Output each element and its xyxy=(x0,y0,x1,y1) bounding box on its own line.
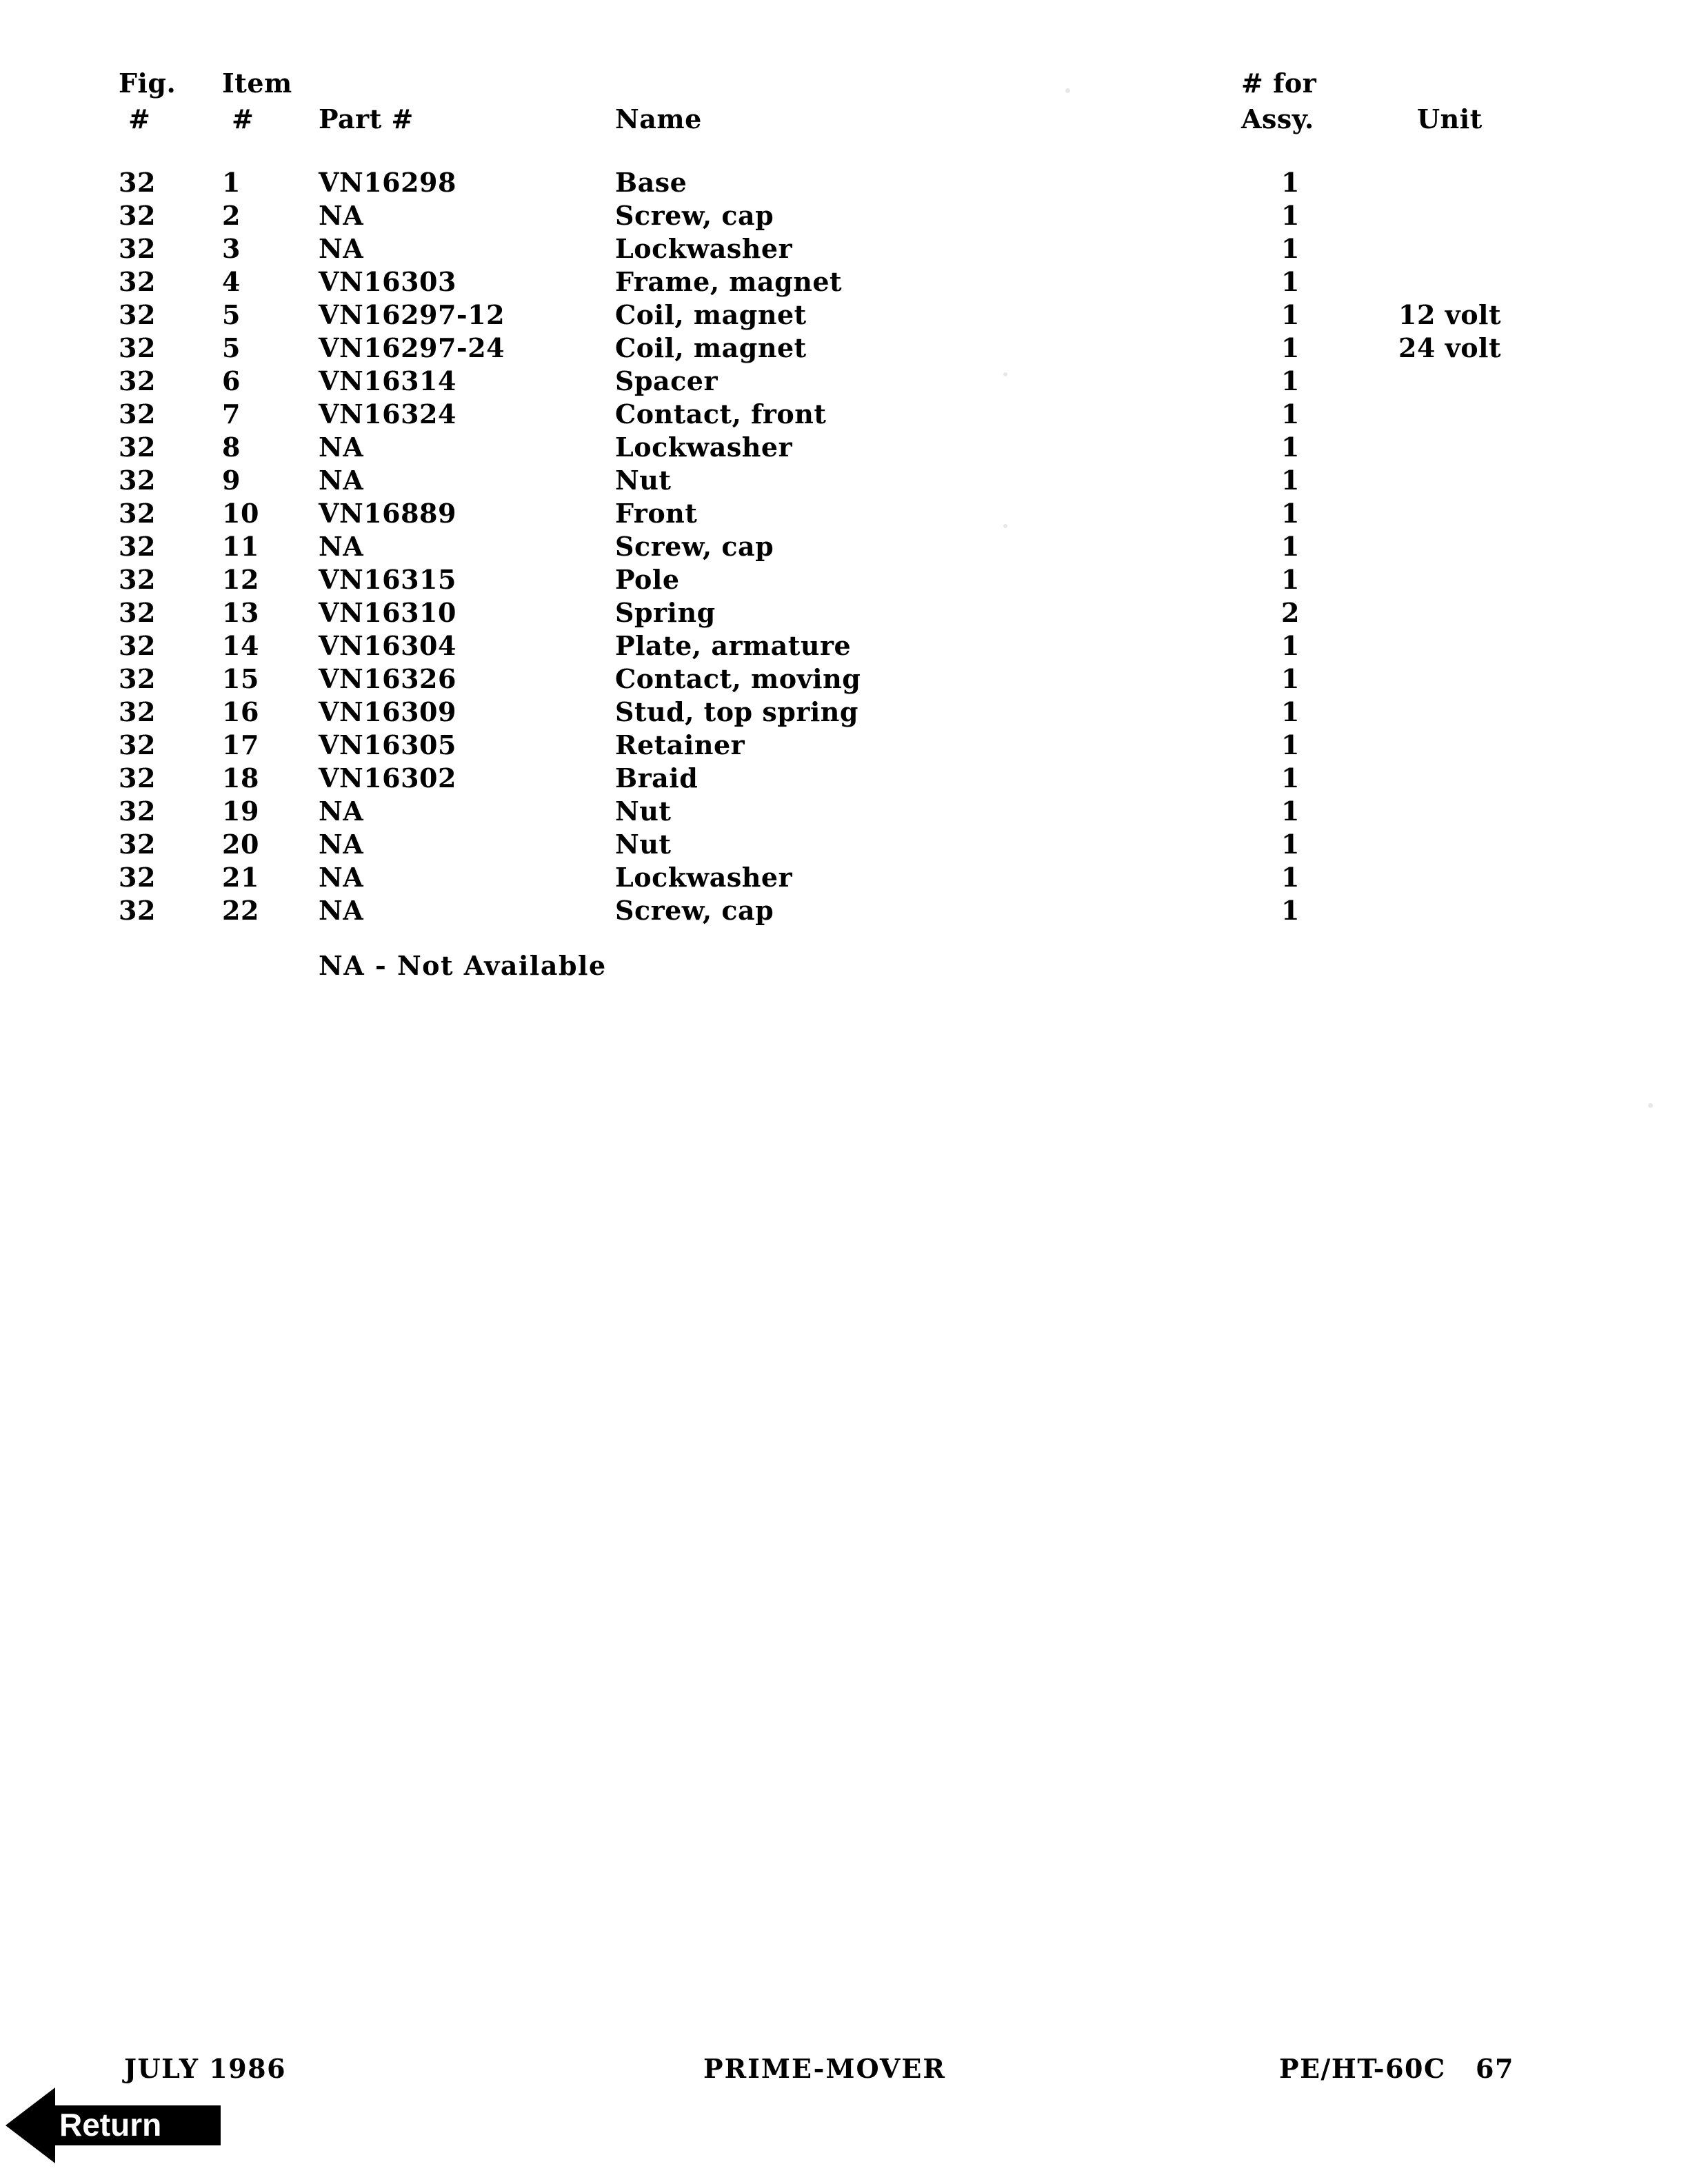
cell-qty-for-assy: 1 xyxy=(1281,299,1300,330)
cell-unit: 12 volt xyxy=(1398,299,1502,330)
table-row xyxy=(0,299,1688,332)
table-row xyxy=(0,498,1688,531)
cell-item-number: 4 xyxy=(222,266,241,297)
cell-qty-for-assy: 1 xyxy=(1281,762,1300,793)
table-row xyxy=(0,233,1688,266)
footer-document-code: PE/HT-60C xyxy=(1279,2053,1446,2084)
cell-qty-for-assy: 1 xyxy=(1281,167,1300,198)
cell-part-number: VN16305 xyxy=(319,729,456,760)
cell-item-number: 11 xyxy=(222,531,259,562)
cell-qty-for-assy: 1 xyxy=(1281,465,1300,496)
header-assy-line1: # for xyxy=(1241,68,1317,99)
table-row xyxy=(0,531,1688,564)
cell-fig-number: 32 xyxy=(119,531,156,562)
footer-page-number: 67 xyxy=(1476,2053,1514,2084)
cell-part-name: Braid xyxy=(615,762,699,793)
cell-part-name: Screw, cap xyxy=(615,895,774,926)
cell-part-number: VN16297-12 xyxy=(319,299,505,330)
cell-part-number: NA xyxy=(319,531,364,562)
table-row xyxy=(0,696,1688,729)
table-row xyxy=(0,465,1688,498)
table-row xyxy=(0,796,1688,829)
cell-qty-for-assy: 1 xyxy=(1281,200,1300,231)
cell-part-number: NA xyxy=(319,200,364,231)
cell-item-number: 20 xyxy=(222,829,259,860)
cell-part-name: Front xyxy=(615,498,698,529)
cell-part-name: Spacer xyxy=(615,365,718,396)
cell-part-number: VN16315 xyxy=(319,564,456,595)
table-row xyxy=(0,895,1688,928)
cell-fig-number: 32 xyxy=(119,862,156,893)
cell-fig-number: 32 xyxy=(119,498,156,529)
cell-fig-number: 32 xyxy=(119,365,156,396)
cell-part-name: Retainer xyxy=(615,729,745,760)
cell-part-number: VN16297-24 xyxy=(319,332,505,363)
scan-artifact xyxy=(1648,1103,1653,1108)
cell-fig-number: 32 xyxy=(119,167,156,198)
cell-item-number: 7 xyxy=(222,398,241,429)
cell-qty-for-assy: 1 xyxy=(1281,332,1300,363)
table-row xyxy=(0,266,1688,299)
cell-part-name: Stud, top spring xyxy=(615,696,858,727)
cell-part-name: Contact, front xyxy=(615,398,827,429)
page-footer xyxy=(0,2051,1688,2092)
cell-qty-for-assy: 1 xyxy=(1281,829,1300,860)
header-item-line2: # xyxy=(232,103,254,134)
cell-fig-number: 32 xyxy=(119,597,156,628)
cell-part-name: Nut xyxy=(615,465,672,496)
cell-part-name: Coil, magnet xyxy=(615,299,807,330)
cell-qty-for-assy: 1 xyxy=(1281,696,1300,727)
cell-item-number: 5 xyxy=(222,332,241,363)
cell-item-number: 18 xyxy=(222,762,259,793)
cell-part-number: VN16310 xyxy=(319,597,456,628)
cell-part-name: Frame, magnet xyxy=(615,266,843,297)
header-fig-line1: Fig. xyxy=(119,68,177,99)
cell-fig-number: 32 xyxy=(119,829,156,860)
cell-part-name: Lockwasher xyxy=(615,862,793,893)
cell-part-number: NA xyxy=(319,862,364,893)
cell-part-name: Base xyxy=(615,167,687,198)
cell-part-name: Coil, magnet xyxy=(615,332,807,363)
cell-part-name: Lockwasher xyxy=(615,233,793,264)
cell-qty-for-assy: 1 xyxy=(1281,796,1300,827)
header-assy-line2: Assy. xyxy=(1241,103,1314,134)
header-fig-line2: # xyxy=(128,103,151,134)
cell-part-number: NA xyxy=(319,829,364,860)
cell-qty-for-assy: 1 xyxy=(1281,729,1300,760)
cell-fig-number: 32 xyxy=(119,233,156,264)
header-item-line1: Item xyxy=(222,68,292,99)
cell-part-number: VN16309 xyxy=(319,696,456,727)
cell-part-number: VN16326 xyxy=(319,663,456,694)
cell-part-name: Nut xyxy=(615,796,672,827)
cell-item-number: 21 xyxy=(222,862,259,893)
cell-item-number: 13 xyxy=(222,597,259,628)
cell-part-name: Lockwasher xyxy=(615,432,793,463)
cell-fig-number: 32 xyxy=(119,796,156,827)
cell-fig-number: 32 xyxy=(119,663,156,694)
header-name: Name xyxy=(615,103,702,134)
cell-part-number: VN16303 xyxy=(319,266,456,297)
cell-qty-for-assy: 1 xyxy=(1281,398,1300,429)
cell-qty-for-assy: 1 xyxy=(1281,663,1300,694)
cell-part-number: VN16314 xyxy=(319,365,456,396)
table-row xyxy=(0,167,1688,200)
table-row xyxy=(0,862,1688,895)
return-button-label: Return xyxy=(59,2107,162,2143)
cell-qty-for-assy: 2 xyxy=(1281,597,1300,628)
cell-qty-for-assy: 1 xyxy=(1281,531,1300,562)
cell-fig-number: 32 xyxy=(119,465,156,496)
return-button[interactable] xyxy=(6,2087,221,2163)
table-row xyxy=(0,200,1688,233)
table-row xyxy=(0,398,1688,432)
cell-fig-number: 32 xyxy=(119,200,156,231)
cell-item-number: 16 xyxy=(222,696,259,727)
cell-fig-number: 32 xyxy=(119,266,156,297)
cell-qty-for-assy: 1 xyxy=(1281,365,1300,396)
cell-part-number: VN16298 xyxy=(319,167,456,198)
cell-item-number: 2 xyxy=(222,200,241,231)
cell-qty-for-assy: 1 xyxy=(1281,895,1300,926)
cell-part-name: Pole xyxy=(615,564,680,595)
cell-item-number: 9 xyxy=(222,465,241,496)
cell-part-name: Plate, armature xyxy=(615,630,852,661)
cell-item-number: 8 xyxy=(222,432,241,463)
cell-qty-for-assy: 1 xyxy=(1281,564,1300,595)
cell-part-number: NA xyxy=(319,796,364,827)
cell-part-name: Spring xyxy=(615,597,716,628)
cell-fig-number: 32 xyxy=(119,398,156,429)
cell-fig-number: 32 xyxy=(119,332,156,363)
table-row xyxy=(0,597,1688,630)
cell-qty-for-assy: 1 xyxy=(1281,630,1300,661)
cell-part-number: VN16304 xyxy=(319,630,456,661)
cell-item-number: 6 xyxy=(222,365,241,396)
cell-fig-number: 32 xyxy=(119,696,156,727)
cell-part-number: NA xyxy=(319,432,364,463)
table-row xyxy=(0,729,1688,762)
cell-qty-for-assy: 1 xyxy=(1281,233,1300,264)
cell-qty-for-assy: 1 xyxy=(1281,432,1300,463)
cell-item-number: 14 xyxy=(222,630,259,661)
cell-fig-number: 32 xyxy=(119,299,156,330)
cell-qty-for-assy: 1 xyxy=(1281,498,1300,529)
cell-part-number: NA xyxy=(319,895,364,926)
cell-part-number: VN16302 xyxy=(319,762,456,793)
cell-fig-number: 32 xyxy=(119,432,156,463)
cell-part-number: VN16889 xyxy=(319,498,456,529)
cell-item-number: 22 xyxy=(222,895,259,926)
table-row xyxy=(0,332,1688,365)
cell-part-name: Nut xyxy=(615,829,672,860)
table-row xyxy=(0,630,1688,663)
table-row xyxy=(0,564,1688,597)
cell-fig-number: 32 xyxy=(119,630,156,661)
cell-item-number: 17 xyxy=(222,729,259,760)
table-row xyxy=(0,432,1688,465)
cell-item-number: 1 xyxy=(222,167,241,198)
cell-fig-number: 32 xyxy=(119,762,156,793)
cell-part-number: VN16324 xyxy=(319,398,456,429)
table-row xyxy=(0,663,1688,696)
cell-item-number: 19 xyxy=(222,796,259,827)
header-unit: Unit xyxy=(1417,103,1483,134)
cell-item-number: 15 xyxy=(222,663,259,694)
table-header-row-2 xyxy=(0,105,1688,135)
cell-unit: 24 volt xyxy=(1398,332,1502,363)
footer-title: PRIME-MOVER xyxy=(703,2053,946,2084)
table-header-row-1 xyxy=(0,69,1688,99)
header-part-number: Part # xyxy=(319,103,414,134)
cell-qty-for-assy: 1 xyxy=(1281,266,1300,297)
cell-part-number: NA xyxy=(319,233,364,264)
cell-part-number: NA xyxy=(319,465,364,496)
cell-fig-number: 32 xyxy=(119,564,156,595)
cell-qty-for-assy: 1 xyxy=(1281,862,1300,893)
cell-item-number: 3 xyxy=(222,233,241,264)
table-row xyxy=(0,365,1688,398)
cell-part-name: Contact, moving xyxy=(615,663,861,694)
cell-item-number: 5 xyxy=(222,299,241,330)
cell-item-number: 10 xyxy=(222,498,259,529)
cell-fig-number: 32 xyxy=(119,895,156,926)
cell-item-number: 12 xyxy=(222,564,259,595)
table-footnote: NA - Not Available xyxy=(319,950,607,981)
table-row xyxy=(0,829,1688,862)
cell-part-name: Screw, cap xyxy=(615,200,774,231)
table-row xyxy=(0,762,1688,796)
cell-part-name: Screw, cap xyxy=(615,531,774,562)
footer-date: JULY 1986 xyxy=(124,2053,287,2084)
cell-fig-number: 32 xyxy=(119,729,156,760)
